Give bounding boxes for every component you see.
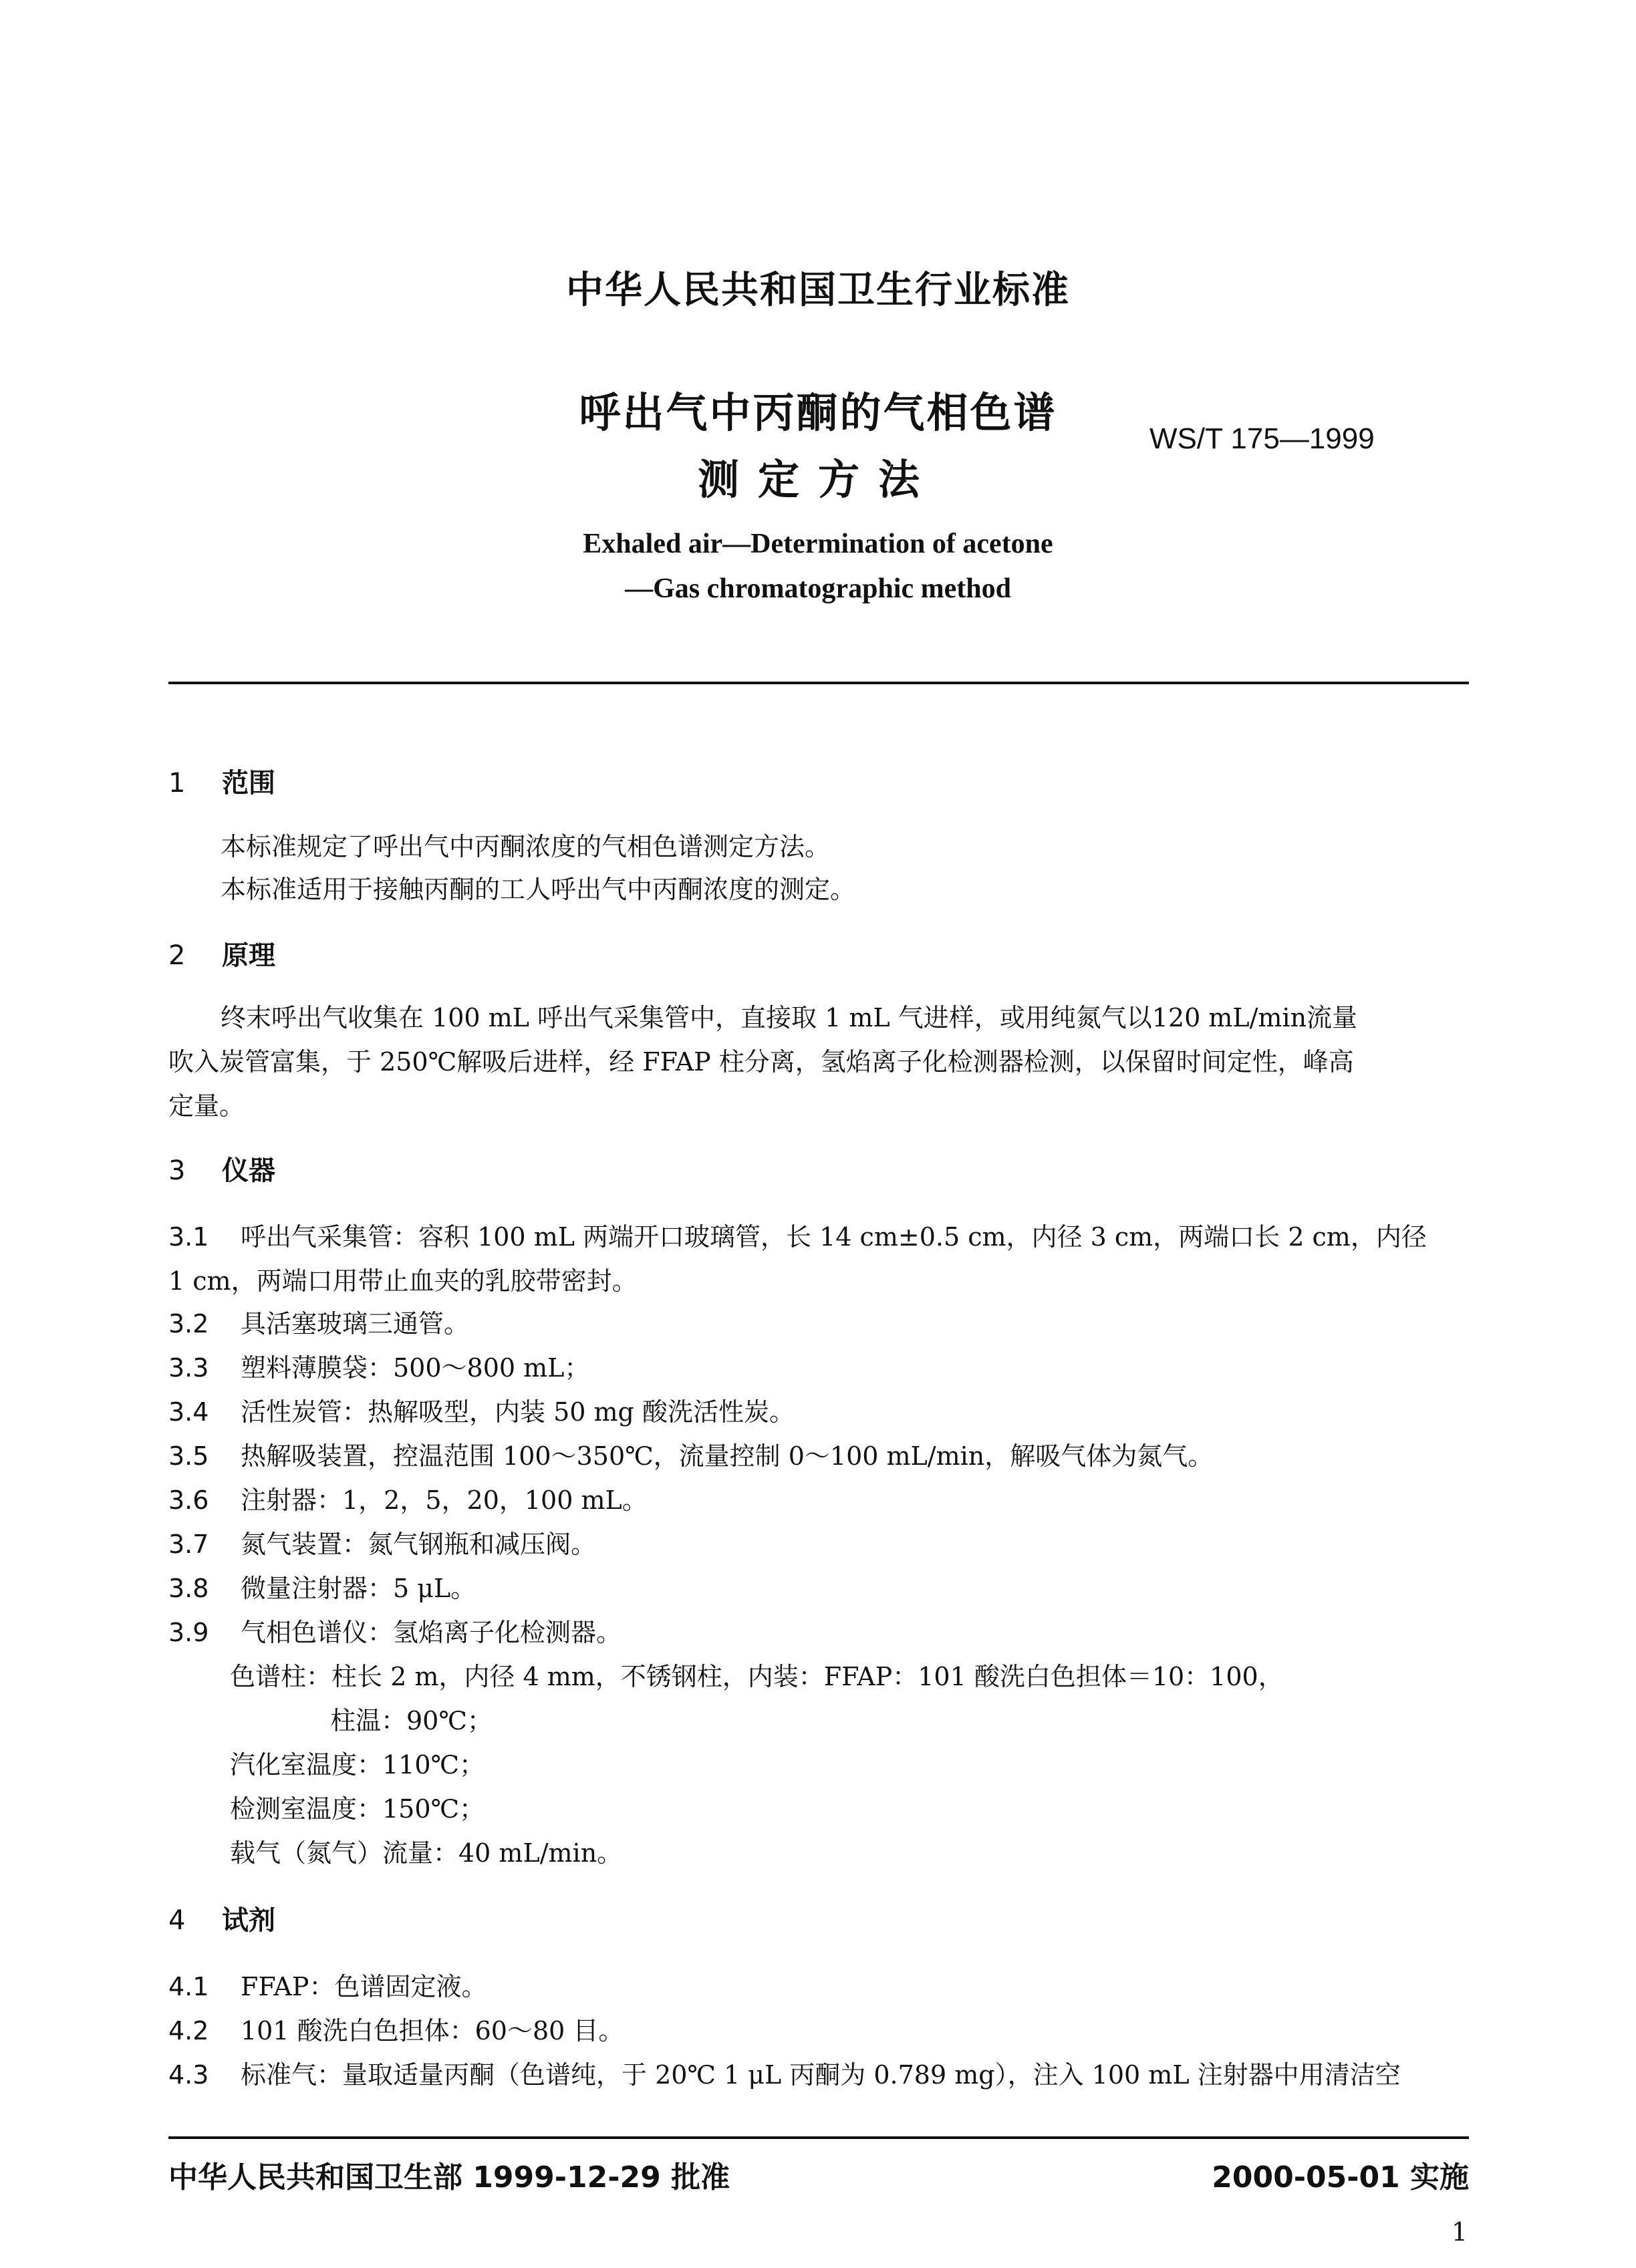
standard-code: WS/T 175—1999 [1149, 422, 1375, 455]
list-item [168, 1966, 487, 2003]
paragraph-line: 定量。 [168, 1091, 245, 1121]
list-item [168, 2054, 1401, 2091]
item-text: 具活塞玻璃三通管。 [241, 1309, 470, 1338]
item-number: 3.9 [168, 1618, 209, 1647]
item-number: 3.3 [168, 1353, 209, 1383]
sub-item: 汽化室温度：110℃； [230, 1750, 485, 1780]
sub-item: 检测室温度：150℃； [230, 1794, 485, 1824]
header-divider [168, 682, 1469, 684]
sub-item: 色谱柱：柱长 2 m，内径 4 mm，不锈钢柱，内装：FFAP：101 酸洗白色担体＝10：100， [230, 1662, 1284, 1691]
section-4-heading [168, 1899, 275, 1937]
list-item [168, 1479, 648, 1516]
paragraph: 本标准规定了呼出气中丙酮浓度的气相色谱测定方法。 [221, 832, 831, 861]
section-2-heading [168, 934, 275, 972]
item-continuation: 1 cm，两端口用带止血夹的乳胶带密封。 [168, 1266, 638, 1296]
title-english-line1: Exhaled air—Determination of acetone [583, 529, 1053, 559]
page-number: 1 [1451, 2217, 1468, 2247]
item-text: 标准气：量取适量丙酮（色谱纯，于 20℃ 1 μL 丙酮为 0.789 mg），注入 100 mL 注射器中用清洁空 [241, 2060, 1401, 2090]
item-text: 呼出气采集管：容积 100 mL 两端开口玻璃管，长 14 cm±0.5 cm，内径 3 cm，两端口长 2 cm，内径 [241, 1222, 1427, 1252]
item-text: 塑料薄膜袋：500～800 mL； [241, 1353, 590, 1383]
title-english-line2: —Gas chromatographic method [625, 573, 1011, 604]
item-text: 气相色谱仪：氢焰离子化检测器。 [241, 1618, 622, 1647]
list-item [168, 1435, 1213, 1472]
list-item [168, 1612, 622, 1649]
section-1-heading [168, 762, 275, 800]
list-item [168, 2010, 624, 2047]
sub-item: 载气（氮气）流量：40 mL/min。 [230, 1838, 623, 1868]
list-item [168, 1391, 795, 1428]
title-chinese-line1: 呼出气中丙酮的气相色谱 [579, 388, 1057, 437]
item-text: FFAP：色谱固定液。 [241, 1972, 487, 2001]
list-item [168, 1347, 589, 1384]
section-title: 仪器 [222, 1155, 275, 1186]
item-number: 3.8 [168, 1574, 209, 1603]
section-title: 试剂 [222, 1905, 275, 1936]
item-text: 氮气装置：氮气钢瓶和减压阀。 [241, 1530, 597, 1559]
title-chinese-line2: 测定方法 [697, 455, 938, 504]
section-number: 1 [168, 768, 186, 799]
item-number: 3.1 [168, 1222, 209, 1252]
effective-date: 2000-05-01 实施 [1212, 2160, 1469, 2194]
section-number: 2 [168, 940, 186, 971]
item-number: 3.6 [168, 1485, 209, 1515]
paragraph-line: 终末呼出气收集在 100 mL 呼出气采集管中，直接取 1 mL 气进样，或用纯氮气以120 mL/min流量 [221, 1003, 1358, 1032]
footer-divider [168, 2136, 1469, 2139]
section-title: 原理 [222, 940, 275, 971]
item-text: 热解吸装置，控温范围 100～350℃，流量控制 0～100 mL/min，解吸气体为氮气。 [241, 1441, 1214, 1471]
item-text: 微量注射器：5 μL。 [241, 1574, 476, 1603]
list-item [168, 1216, 1427, 1253]
approval-date: 中华人民共和国卫生部 1999-12-29 批准 [168, 2160, 730, 2194]
list-item [168, 1568, 476, 1604]
paragraph: 本标准适用于接触丙酮的工人呼出气中丙酮浓度的测定。 [221, 875, 856, 904]
item-number: 4.1 [168, 1972, 209, 2001]
item-text: 注射器：1，2，5，20，100 mL。 [241, 1485, 648, 1515]
section-3-heading [168, 1149, 275, 1187]
sub-item: 柱温：90℃； [330, 1706, 493, 1735]
section-title: 范围 [222, 768, 275, 799]
list-item [168, 1303, 469, 1340]
item-number: 4.2 [168, 2016, 209, 2045]
item-number: 3.4 [168, 1397, 209, 1427]
item-number: 3.2 [168, 1309, 209, 1338]
item-number: 4.3 [168, 2060, 209, 2090]
list-item [168, 1524, 596, 1560]
item-text: 101 酸洗白色担体：60～80 目。 [241, 2016, 624, 2045]
item-text: 活性炭管：热解吸型，内装 50 mg 酸洗活性炭。 [241, 1397, 795, 1427]
item-number: 3.7 [168, 1530, 209, 1559]
item-number: 3.5 [168, 1441, 209, 1471]
paragraph-line: 吹入炭管富集，于 250℃解吸后进样，经 FFAP 柱分离，氢焰离子化检测器检测，以保留时间定性，峰高 [168, 1047, 1354, 1077]
standard-organization: 中华人民共和国卫生行业标准 [566, 269, 1070, 312]
section-number: 3 [168, 1155, 186, 1186]
section-number: 4 [168, 1905, 186, 1936]
